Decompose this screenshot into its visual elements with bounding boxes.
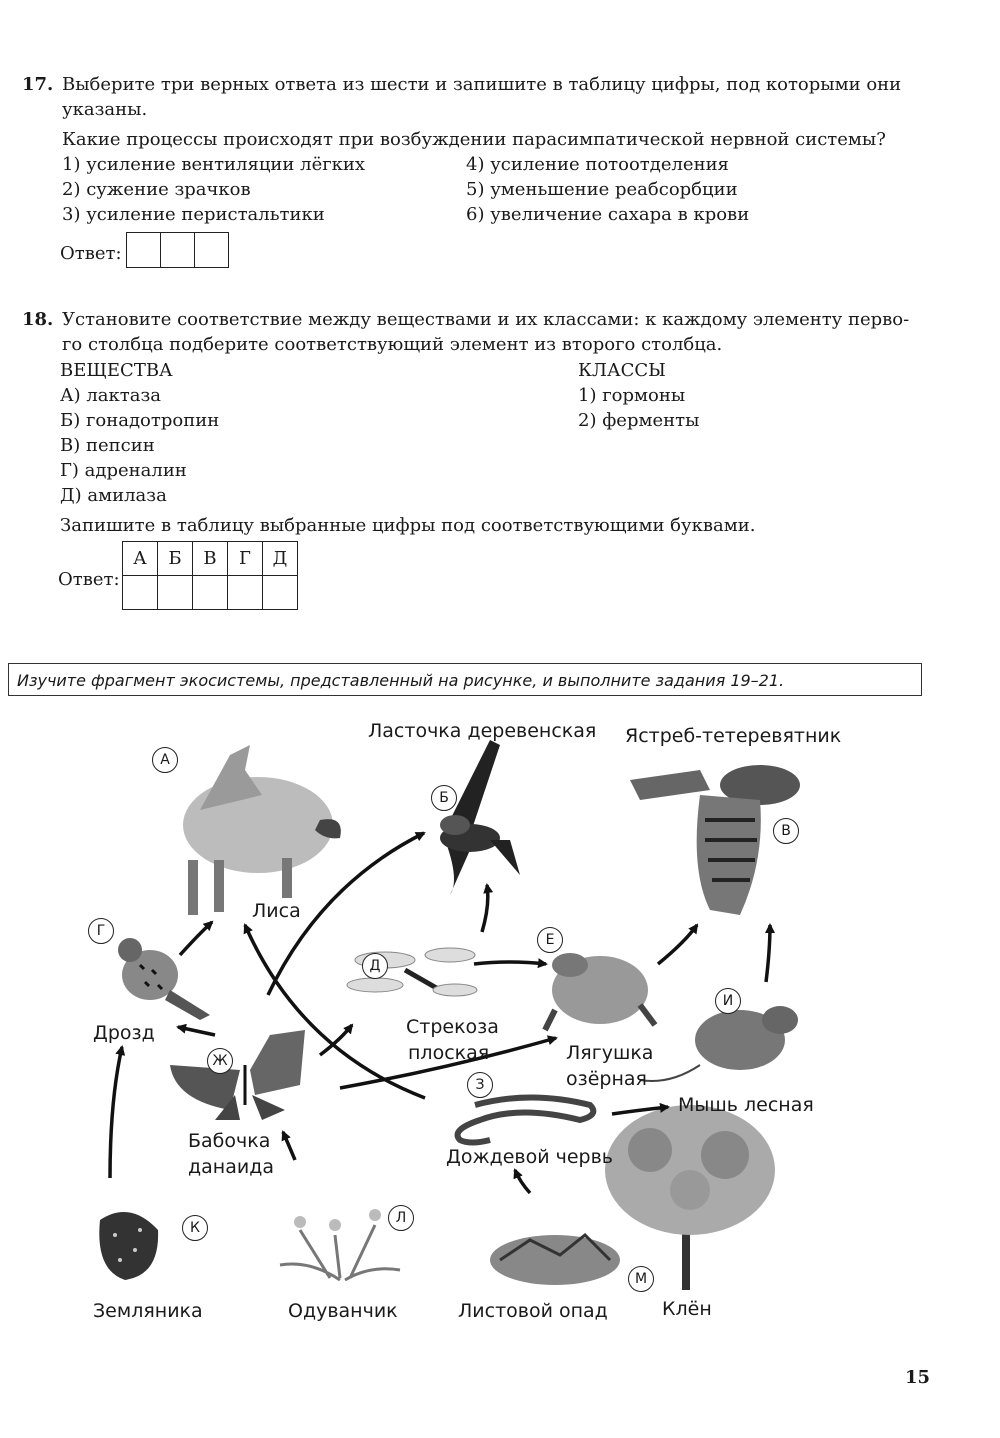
- swallow-illustration: [440, 740, 520, 895]
- q18-number: 18.: [22, 309, 54, 330]
- dandelion-letter-marker: Л: [388, 1205, 414, 1231]
- thrush-illustration: [118, 938, 210, 1020]
- swallow-name: Ласточка деревенская: [368, 720, 597, 742]
- q18-instruction: Запишите в таблицу выбранные цифры под соответствующими буквами.: [60, 515, 756, 536]
- dandelion-name: Одуванчик: [288, 1300, 398, 1322]
- q18-letter: Г: [228, 542, 263, 576]
- q18-letter: В: [193, 542, 228, 576]
- frog-name-line1: Лягушка: [566, 1042, 654, 1064]
- q18-substance: Г) адреналин: [60, 460, 187, 481]
- q17-option-2: 2) сужение зрачков: [62, 179, 251, 200]
- q18-letter: Д: [263, 542, 298, 576]
- fox-illustration: [183, 745, 341, 915]
- strawberry-name: Земляника: [93, 1300, 203, 1322]
- q17-option-1: 1) усиление вентиляции лёгких: [62, 154, 366, 175]
- q17-answer-cell[interactable]: [127, 233, 161, 267]
- dragonfly-name-line2: плоская: [408, 1042, 490, 1064]
- dragonfly-name-line1: Стрекоза: [406, 1016, 499, 1038]
- hawk-name: Ястреб-тетеревятник: [625, 725, 842, 747]
- butterfly-illustration: [170, 1030, 305, 1120]
- fox-letter-marker: А: [152, 747, 178, 773]
- q18-answer-cell[interactable]: [158, 576, 193, 610]
- worm-illustration: [458, 1098, 594, 1143]
- q18-line1: Установите соответствие между веществами и их классами: к каждому элементу перво-: [62, 309, 910, 330]
- q18-letter: А: [123, 542, 158, 576]
- hawk-illustration: [630, 765, 800, 915]
- q18-answer-cell[interactable]: [123, 576, 158, 610]
- q18-col2-header: КЛАССЫ: [578, 360, 666, 381]
- leaf-litter-illustration: [490, 1235, 620, 1285]
- q18-answer-label: Ответ:: [58, 569, 120, 590]
- strawberry-illustration: [99, 1212, 158, 1280]
- worm-letter-marker: З: [467, 1072, 493, 1098]
- q18-class: 1) гормоны: [578, 385, 686, 406]
- q18-substance: В) пепсин: [60, 435, 155, 456]
- q17-answer-cell[interactable]: [195, 233, 228, 267]
- maple-name: Клён: [662, 1298, 712, 1320]
- hawk-letter-marker: В: [773, 818, 799, 844]
- food-web-diagram: [0, 700, 1000, 1340]
- q18-substance: Б) гонадотропин: [60, 410, 220, 431]
- q17-number: 17.: [22, 74, 54, 95]
- dragonfly-letter-marker: Д: [362, 953, 388, 979]
- q17-option-3: 3) усиление перистальтики: [62, 204, 325, 225]
- strawberry-letter-marker: К: [182, 1215, 208, 1241]
- butterfly-name-line1: Бабочка: [188, 1130, 271, 1152]
- thrush-letter-marker: Г: [88, 918, 114, 944]
- q18-col1-header: ВЕЩЕСТВА: [60, 360, 173, 381]
- worm-name: Дождевой червь: [446, 1146, 613, 1168]
- dandelion-illustration: [280, 1209, 400, 1280]
- butterfly-letter-marker: Ж: [207, 1048, 233, 1074]
- q18-letter: Б: [158, 542, 193, 576]
- q17-line2: указаны.: [62, 99, 148, 120]
- frog-name-line2: озёрная: [566, 1068, 647, 1090]
- page-number: 15: [905, 1367, 931, 1388]
- q17-answer-cell[interactable]: [161, 233, 195, 267]
- q18-class: 2) ферменты: [578, 410, 700, 431]
- maple-illustration: [605, 1105, 775, 1290]
- q18-answer-cell[interactable]: [263, 576, 298, 610]
- frog-letter-marker: Е: [537, 927, 563, 953]
- q18-substance: А) лактаза: [60, 385, 162, 406]
- q17-line1: Выберите три верных ответа из шести и запишите в таблицу цифры, под которыми они: [62, 74, 902, 95]
- thrush-name: Дрозд: [93, 1022, 155, 1044]
- butterfly-name-line2: данаида: [188, 1156, 274, 1178]
- mouse-letter-marker: И: [715, 988, 741, 1014]
- q17-answer-boxes[interactable]: [126, 232, 229, 268]
- fox-name: Лиса: [252, 900, 301, 922]
- mouse-illustration: [640, 1006, 798, 1081]
- swallow-letter-marker: Б: [431, 785, 457, 811]
- q17-answer-label: Ответ:: [60, 243, 122, 264]
- q18-answer-table[interactable]: [122, 541, 298, 610]
- q17-option-4: 4) усиление потоотделения: [466, 154, 729, 175]
- mouse-name: Мышь лесная: [678, 1094, 814, 1116]
- litter-letter-marker: М: [628, 1266, 654, 1292]
- ecosystem-instruction-banner: Изучите фрагмент экосистемы, представленный на рисунке, и выполните задания 19–21.: [8, 663, 922, 696]
- q17-option-6: 6) увеличение сахара в крови: [466, 204, 750, 225]
- q17-question: Какие процессы происходят при возбуждении парасимпатической нервной системы?: [62, 129, 886, 150]
- frog-illustration: [545, 953, 655, 1030]
- q18-line2: го столбца подберите соответствующий элемент из второго столбца.: [62, 334, 723, 355]
- q18-answer-cell[interactable]: [193, 576, 228, 610]
- litter-name: Листовой опад: [458, 1300, 608, 1322]
- q18-answer-cell[interactable]: [228, 576, 263, 610]
- q18-substance: Д) амилаза: [60, 485, 167, 506]
- q17-option-5: 5) уменьшение реабсорбции: [466, 179, 738, 200]
